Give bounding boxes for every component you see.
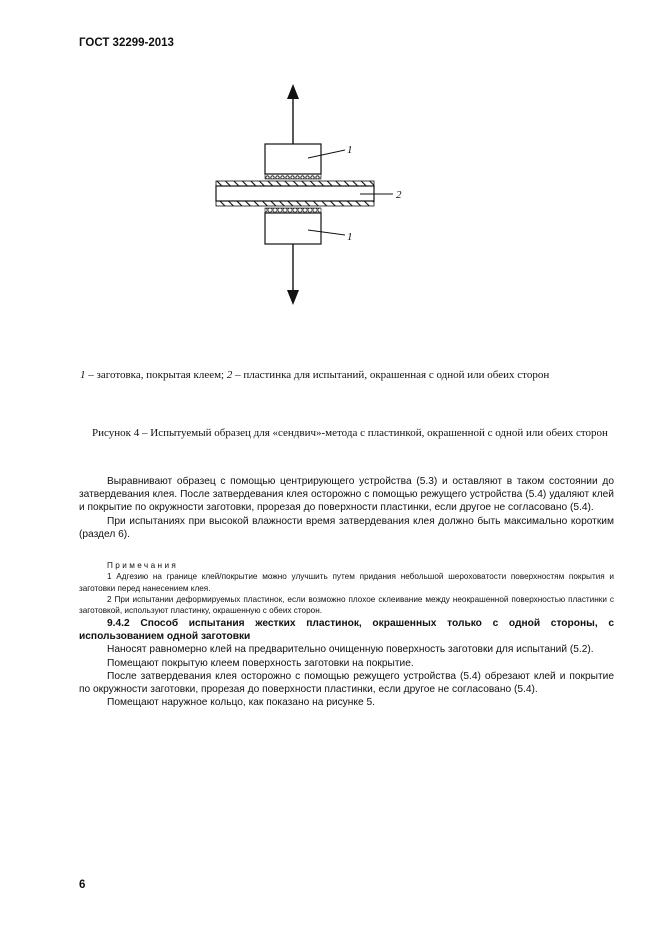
- paragraph: Помещают наружное кольцо, как показано на рисунке 5.: [107, 697, 375, 709]
- section-title: 9.4.2 Способ испытания жестких пластинок, окрашенных только с одной стороны, с использованием одной заготовки: [79, 618, 614, 643]
- figure-label-1-top: 1: [347, 144, 353, 156]
- notes-block: [79, 560, 614, 616]
- paragraph: При испытаниях при высокой влажности время затвердевания клея должно быть максимально коротким (раздел 6).: [79, 515, 614, 540]
- legend-text-1: – заготовка, покрытая клеем;: [85, 369, 227, 381]
- figure-label-2: 2: [396, 189, 402, 201]
- test-plate: [216, 181, 374, 206]
- top-arrow: [287, 84, 299, 144]
- legend-num-1: 1: [80, 369, 86, 381]
- legend-text-2: – пластинка для испытаний, окрашенная с одной или обеих сторон: [232, 369, 550, 381]
- bottom-glue-layer: [265, 208, 321, 213]
- test-specimen-figure: [200, 80, 440, 310]
- note-2: 2 При испытании деформируемых пластинок, если возможно плохое склеивание между неокрашенной поверхностью пластинки с заготовкой, используют пластинку, окрашенную с обеих сторон.: [79, 594, 614, 616]
- figure-label-1-bottom: 1: [347, 231, 353, 243]
- top-block: [265, 144, 321, 174]
- notes-heading: Примечания: [107, 561, 179, 570]
- document-header: ГОСТ 32299-2013: [79, 37, 174, 49]
- paragraph: Помещают покрытую клеем поверхность заготовки на покрытие.: [107, 657, 414, 669]
- figure-caption: Рисунок 4 – Испытуемый образец для «сендвич»-метода с пластинкой, окрашенной с одной или обеих сторон: [92, 427, 608, 439]
- body-paragraphs-1: [79, 475, 614, 541]
- bottom-block: [265, 213, 321, 244]
- section-9-4-2: [79, 617, 614, 709]
- top-glue-layer: [265, 174, 321, 179]
- legend-num-2: 2: [226, 369, 233, 381]
- figure-legend: [80, 368, 550, 383]
- page-number: 6: [79, 879, 86, 891]
- note-1: 1 Адгезию на границе клей/покрытие можно улучшить путем придания небольшой шероховатости поверхностям покрытия и заготовки перед нанесением клея.: [79, 572, 614, 593]
- paragraph: Выравнивают образец с помощью центрирующего устройства (5.3) и оставляют в таком состоянии до затвердевания клея. После затвердевания клея осторожно с помощью режущего устройства (5.4) удаляют клей и покрытие по окружности заготовки, прорезая до поверхности пластинки, если другое не согласовано (5.4).: [79, 476, 614, 514]
- paragraph: Наносят равномерно клей на предварительно очищенную поверхность заготовки для испытаний (5.2).: [107, 644, 594, 656]
- bottom-arrow: [287, 244, 299, 305]
- paragraph: После затвердевания клея осторожно с помощью режущего устройства (5.4) обрезают клей и покрытие по окружности заготовки, прорезая до поверхности пластинки, если другое не согласовано (5.4).: [79, 670, 614, 696]
